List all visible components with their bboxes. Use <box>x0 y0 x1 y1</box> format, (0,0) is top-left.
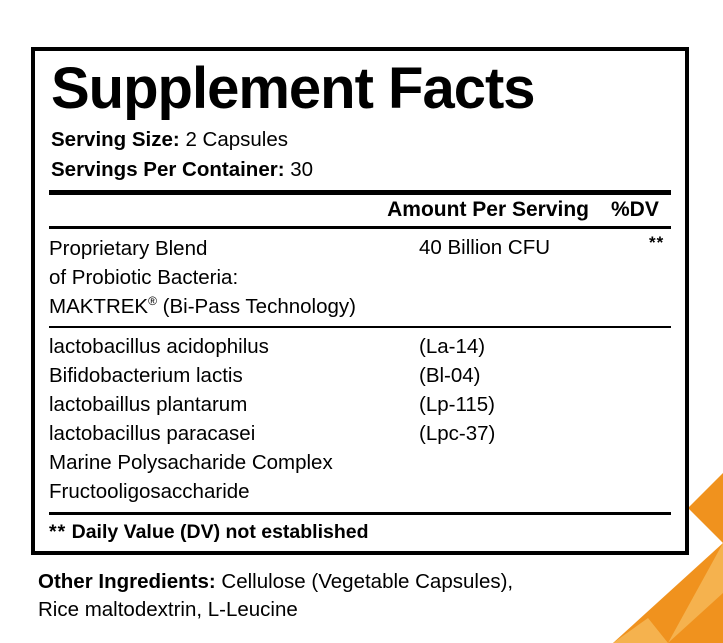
supplement-facts-panel <box>31 47 689 555</box>
serving-size-value: 2 Capsules <box>185 127 289 151</box>
proprietary-blend-dv: ** <box>649 233 665 253</box>
strain-code <box>419 477 599 506</box>
strain-code: (Lpc-37) <box>419 421 496 445</box>
blend-line-2: of Probiotic Bacteria: <box>49 266 239 290</box>
strain-name: Fructooligosaccharide <box>49 480 250 504</box>
serving-size-label: Serving Size: <box>51 127 180 151</box>
proprietary-blend-amount: 40 Billion CFU <box>419 236 551 260</box>
strain-list <box>49 328 671 513</box>
strain-name: Bifidobacterium lactis <box>49 363 243 387</box>
list-item <box>49 448 671 477</box>
daily-value-header: %DV <box>611 198 659 222</box>
proprietary-blend-names <box>49 234 671 321</box>
list-item <box>49 477 671 506</box>
list-item <box>49 419 671 448</box>
blend-line-3 <box>49 292 671 321</box>
other-ingredients-line-2: Rice maltodextrin, L-Leucine <box>38 598 298 622</box>
list-item <box>49 361 671 390</box>
list-item <box>49 332 671 361</box>
blend-technology: (Bi-Pass Technology) <box>162 295 356 319</box>
daily-value-footnote <box>49 515 671 548</box>
strain-name: lactobacillus paracasei <box>49 421 256 445</box>
amount-per-serving-header: Amount Per Serving <box>387 198 589 222</box>
strain-name: Marine Polysacharide Complex <box>49 451 333 474</box>
strain-code: (Lp-115) <box>419 392 495 416</box>
list-item <box>49 390 671 419</box>
footnote-text: Daily Value (DV) not established <box>71 521 369 544</box>
page-title: Supplement Facts <box>51 56 535 121</box>
strain-code: (La-14) <box>419 334 486 358</box>
other-ingredients-line-1: Cellulose (Vegetable Capsules), <box>221 570 514 593</box>
strain-code <box>419 448 599 477</box>
footnote-marker: ** <box>49 521 67 544</box>
blend-brand: MAKTREK <box>49 295 149 319</box>
servings-per-container-row <box>51 156 671 184</box>
servings-per-container-label: Servings Per Container: <box>51 157 285 181</box>
table-header-row <box>49 195 671 226</box>
proprietary-blend-row <box>49 229 671 325</box>
strain-name: lactobaillus plantarum <box>49 392 248 416</box>
registered-mark-icon: ® <box>148 294 157 309</box>
other-ingredients-label: Other Ingredients: <box>38 570 216 593</box>
strain-name: lactobacillus acidophilus <box>49 334 269 358</box>
blend-line-1: Proprietary Blend <box>49 237 208 261</box>
strain-code: (Bl-04) <box>419 363 481 387</box>
other-ingredients <box>38 568 678 625</box>
serving-size-row <box>51 126 671 154</box>
servings-per-container-value: 30 <box>290 157 314 181</box>
